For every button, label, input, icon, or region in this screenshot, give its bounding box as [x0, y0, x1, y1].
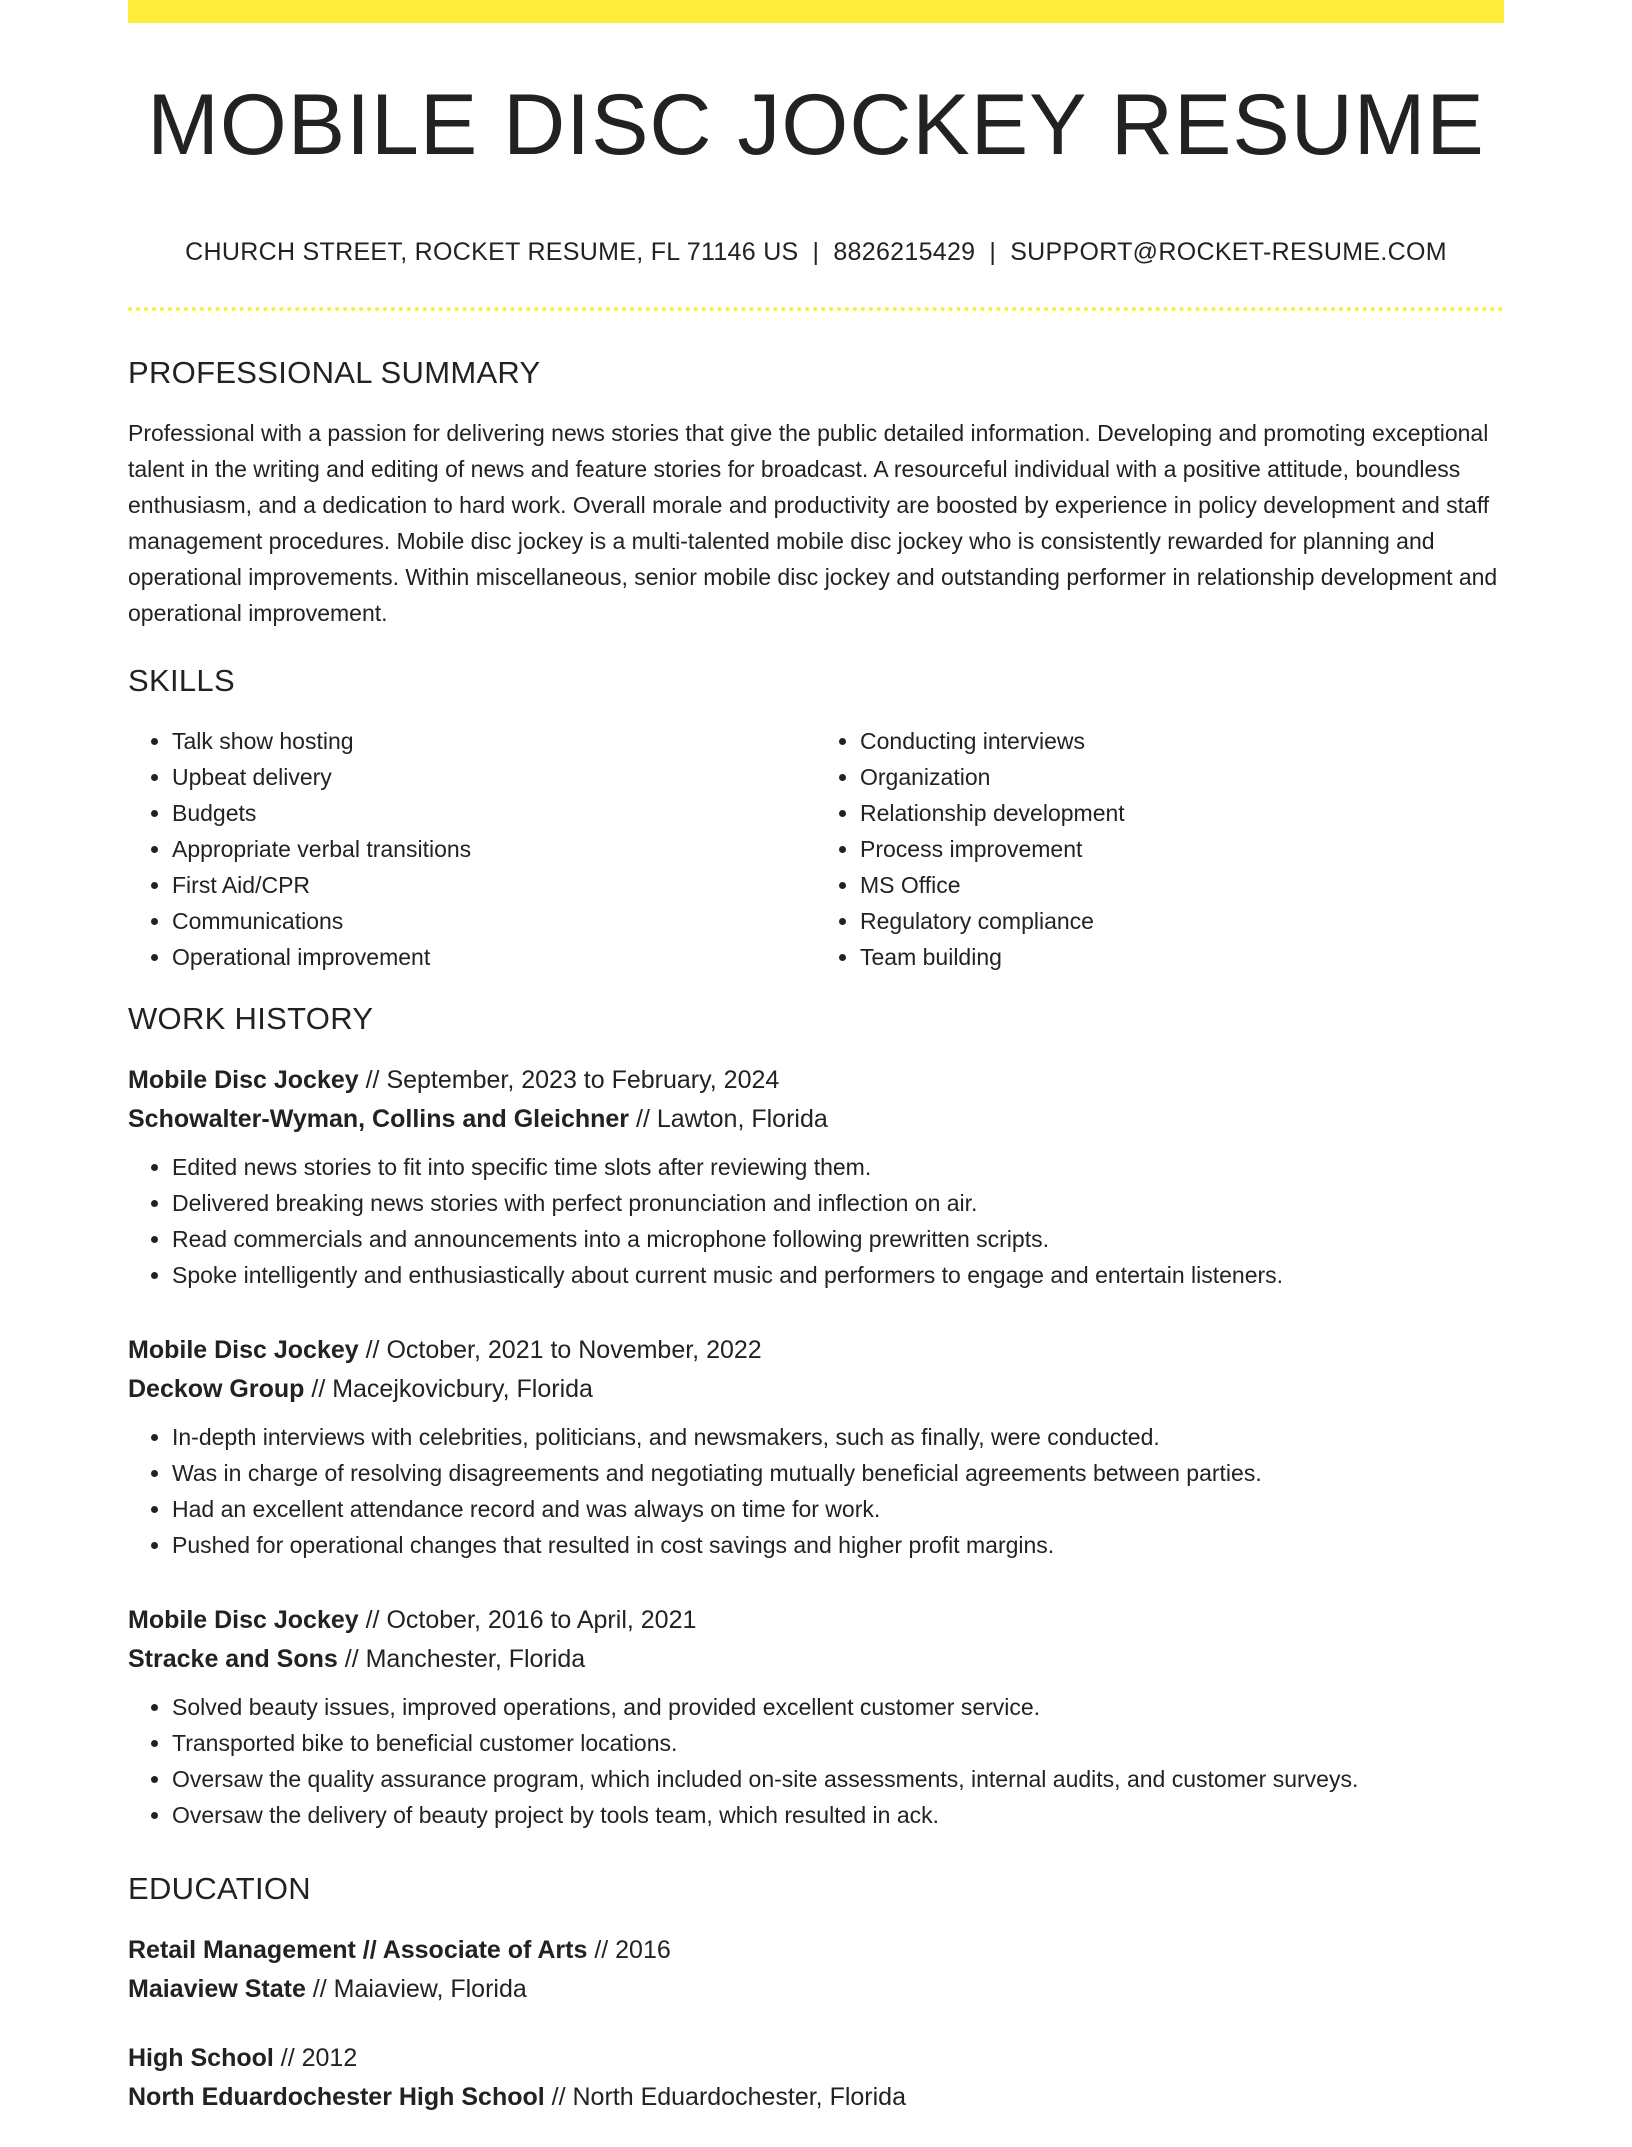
- job-entry: [128, 1331, 1504, 1563]
- job-entry: [128, 1061, 1504, 1293]
- education-degree: Retail Management // Associate of Arts: [128, 1936, 588, 1964]
- skill-item: • Operational improvement: [172, 939, 816, 975]
- skill-item: • Communications: [172, 903, 816, 939]
- job-title-line: [128, 1331, 1504, 1370]
- job-bullet: • Transported bike to beneficial customer locations.: [172, 1725, 1504, 1761]
- job-bullet: • Edited news stories to fit into specific time slots after reviewing them.: [172, 1149, 1504, 1185]
- job-location: // Manchester, Florida: [337, 1645, 586, 1673]
- job-bullet: • Solved beauty issues, improved operations, and provided excellent customer service.: [172, 1689, 1504, 1725]
- education-year: // 2016: [587, 1936, 671, 1964]
- job-bullet: • Was in charge of resolving disagreements and negotiating mutually beneficial agreements between parties.: [172, 1455, 1504, 1491]
- skill-item: • Relationship development: [860, 795, 1504, 831]
- summary-text: Professional with a passion for delivering news stories that give the public detailed information. Developing and promoting exceptional talent in the writing and editing of news and feature stories for broadcast. A resourceful individual with a positive attitude, boundless enthusiasm, and a dedication to hard work. Overall morale and productivity are boosted by experience in policy development and staff management procedures. Mobile disc jockey is a multi-talented mobile disc jockey who is consistently rewarded for planning and operational improvements. Within miscellaneous, senior mobile disc jockey and outstanding performer in relationship development and operational improvement.: [128, 420, 1498, 626]
- contact-email: SUPPORT@ROCKET-RESUME.COM: [1010, 238, 1447, 266]
- education-entry: [128, 1931, 1504, 2009]
- job-company: Deckow Group: [128, 1375, 305, 1403]
- skill-item: • Upbeat delivery: [172, 759, 816, 795]
- dotted-divider: [128, 307, 1504, 311]
- job-dates: // September, 2023 to February, 2024: [358, 1066, 780, 1094]
- contact-separator: |: [812, 238, 820, 266]
- skills-column-left: [128, 723, 816, 975]
- skill-item: • Team building: [860, 939, 1504, 975]
- resume-content: [128, 355, 1504, 2147]
- education-heading: EDUCATION: [128, 1871, 311, 1906]
- contact-line: [128, 238, 1504, 267]
- job-bullet: • Delivered breaking news stories with perfect pronunciation and inflection on air.: [172, 1185, 1504, 1221]
- job-title: Mobile Disc Jockey: [128, 1606, 359, 1634]
- job-bullet: • Had an excellent attendance record and was always on time for work.: [172, 1491, 1504, 1527]
- job-bullets: [128, 1149, 1504, 1293]
- skill-item: • Appropriate verbal transitions: [172, 831, 816, 867]
- job-company-line: [128, 1370, 1504, 1409]
- accent-bar: [128, 0, 1504, 23]
- job-dates: // October, 2021 to November, 2022: [358, 1336, 762, 1364]
- job-bullets: [128, 1419, 1504, 1563]
- education-school: North Eduardochester High School: [128, 2083, 545, 2111]
- job-bullet: • Pushed for operational changes that resulted in cost savings and higher profit margins.: [172, 1527, 1504, 1563]
- education-location: // North Eduardochester, Florida: [544, 2083, 906, 2111]
- job-location: // Macejkovicbury, Florida: [304, 1375, 593, 1403]
- education-school-line: [128, 1970, 1504, 2009]
- skills-heading: SKILLS: [128, 663, 235, 698]
- job-title-line: [128, 1061, 1504, 1100]
- job-location: // Lawton, Florida: [629, 1105, 828, 1133]
- job-company-line: [128, 1640, 1504, 1679]
- skills-column-right: [816, 723, 1504, 975]
- job-entry: [128, 1601, 1504, 1833]
- work-history-heading: WORK HISTORY: [128, 1001, 374, 1036]
- contact-address: CHURCH STREET, ROCKET RESUME, FL 71146 US: [185, 238, 799, 266]
- job-bullets: [128, 1689, 1504, 1833]
- job-title-line: [128, 1601, 1504, 1640]
- job-company: Schowalter-Wyman, Collins and Gleichner: [128, 1105, 630, 1133]
- job-company-line: [128, 1100, 1504, 1139]
- skill-item: • Process improvement: [860, 831, 1504, 867]
- job-bullet: • Oversaw the delivery of beauty project by tools team, which resulted in ack.: [172, 1797, 1504, 1833]
- education-school: Maiaview State: [128, 1975, 306, 2003]
- skill-item: • Talk show hosting: [172, 723, 816, 759]
- education-school-line: [128, 2078, 1504, 2117]
- job-dates: // October, 2016 to April, 2021: [358, 1606, 697, 1634]
- education-degree-line: [128, 2039, 1504, 2078]
- education-year: // 2012: [273, 2044, 358, 2072]
- page-title: MOBILE DISC JOCKEY RESUME: [147, 77, 1485, 173]
- job-title: Mobile Disc Jockey: [128, 1066, 359, 1094]
- skills-list: [128, 723, 1504, 975]
- job-bullet: • Spoke intelligently and enthusiastically about current music and performers to engage and entertain listeners.: [172, 1257, 1504, 1293]
- skill-item: • First Aid/CPR: [172, 867, 816, 903]
- skill-item: • Regulatory compliance: [860, 903, 1504, 939]
- job-bullet: • In-depth interviews with celebrities, politicians, and newsmakers, such as finally, were conducted.: [172, 1419, 1504, 1455]
- education-degree-line: [128, 1931, 1504, 1970]
- summary-heading: PROFESSIONAL SUMMARY: [128, 355, 541, 390]
- job-title: Mobile Disc Jockey: [128, 1336, 359, 1364]
- contact-phone: 8826215429: [833, 238, 976, 266]
- education-degree: High School: [128, 2044, 274, 2072]
- education-location: // Maiaview, Florida: [305, 1975, 527, 2003]
- job-company: Stracke and Sons: [128, 1645, 338, 1673]
- skill-item: • Budgets: [172, 795, 816, 831]
- contact-separator: |: [989, 238, 997, 266]
- job-bullet: • Oversaw the quality assurance program, which included on-site assessments, internal audits, and customer surveys.: [172, 1761, 1504, 1797]
- job-bullet: • Read commercials and announcements into a microphone following prewritten scripts.: [172, 1221, 1504, 1257]
- skill-item: • Organization: [860, 759, 1504, 795]
- education-entry: [128, 2039, 1504, 2117]
- skill-item: • MS Office: [860, 867, 1504, 903]
- skill-item: • Conducting interviews: [860, 723, 1504, 759]
